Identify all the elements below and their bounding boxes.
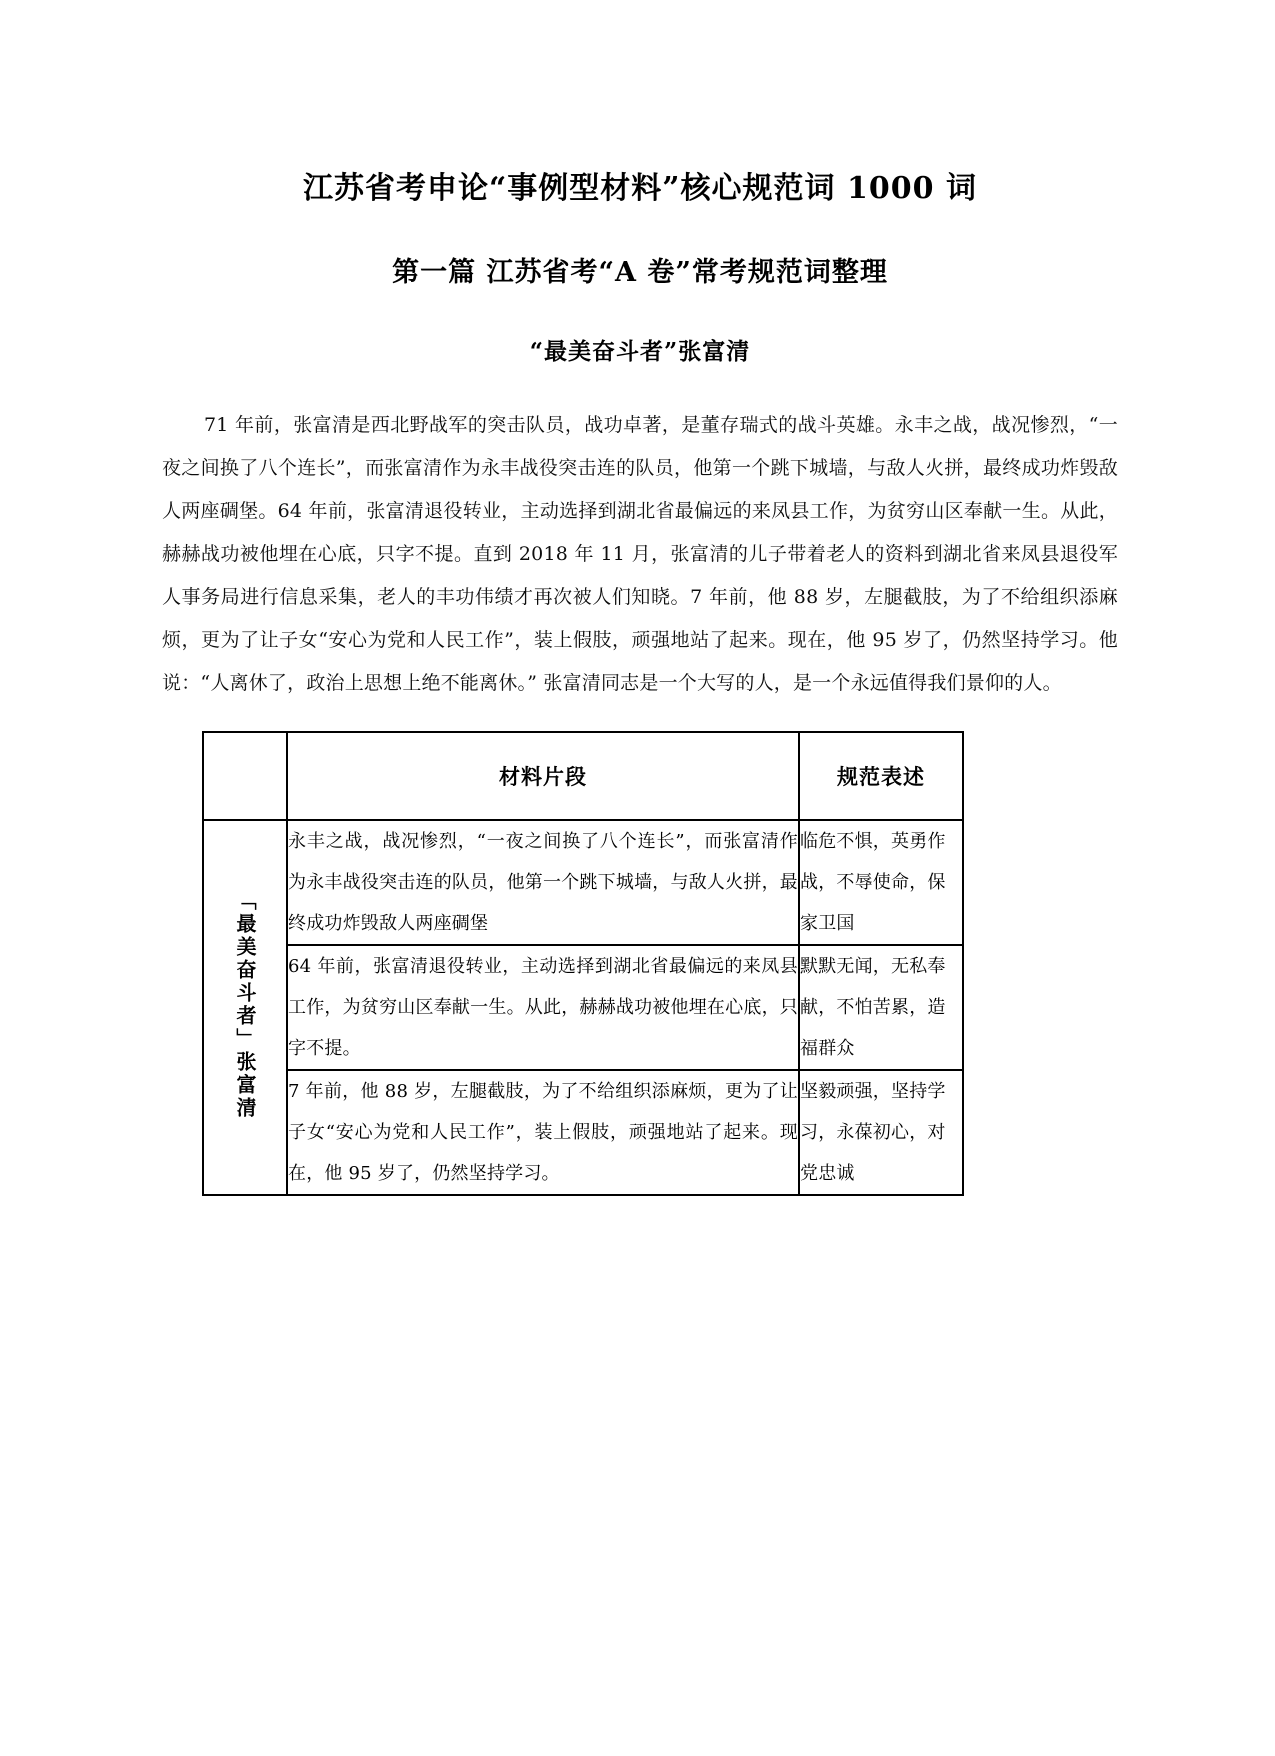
table-container <box>160 705 1120 1196</box>
table-header-row <box>203 732 963 820</box>
cell-material-clip: 7 年前，他 88 岁，左腿截肢，为了不给组织添麻烦，更为了让子女“安心为党和人民工作”，装上假肢，顽强地站了起来。现在，他 95 岁了，仍然坚持学习。 <box>287 1070 799 1195</box>
cell-standard-expression: 坚毅顽强，坚持学习，永葆初心，对党忠诚 <box>799 1070 963 1195</box>
table-row <box>203 945 963 1070</box>
header-blank-cell <box>203 732 287 820</box>
table-row <box>203 820 963 945</box>
normative-words-table <box>202 731 964 1196</box>
cell-material-clip: 永丰之战，战况惨烈，“一夜之间换了八个连长”，而张富清作为永丰战役突击连的队员，他第一个跳下城墙，与敌人火拼，最终成功炸毁敌人两座碉堡 <box>287 820 799 945</box>
header-material-clip: 材料片段 <box>287 732 799 820</box>
document-title: 江苏省考申论“事例型材料”核心规范词 1000 词 <box>303 171 977 206</box>
row-group-label-text: 「最美奋斗者」张富清 <box>233 890 257 1121</box>
cell-standard-expression: 默默无闻，无私奉献，不怕苦累，造福群众 <box>799 945 963 1070</box>
section-heading: “最美奋斗者”张富清 <box>529 337 751 365</box>
row-group-label <box>203 820 287 1195</box>
header-standard-expression: 规范表述 <box>799 732 963 820</box>
cell-standard-expression: 临危不惧，英勇作战，不辱使命，保家卫国 <box>799 820 963 945</box>
page-content <box>160 0 1120 1196</box>
table-row <box>203 1070 963 1195</box>
body-paragraph: 71 年前，张富清是西北野战军的突击队员，战功卓著，是董存瑞式的战斗英雄。永丰之战，战况惨烈，“一夜之间换了八个连长”，而张富清作为永丰战役突击连的队员，他第一个跳下城墙，与敌人火拼，最终成功炸毁敌人两座碉堡。64 年前，张富清退役转业，主动选择到湖北省最偏远的来凤县工作，为贫穷山区奉献一生。从此，赫赫战功被他埋在心底，只字不提。直到 2018 年 11 月，张富清的儿子带着老人的资料到湖北省来凤县退役军人事务局进行信息采集，老人的丰功伟绩才再次被人们知晓。7 年前，他 88 岁，左腿截肢，为了不给组织添麻烦，更为了让子女“安心为党和人民工作”，装上假肢，顽强地站了起来。现在，他 95 岁了，仍然坚持学习。他说：“人离休了，政治上思想上绝不能离休。” 张富清同志是一个大写的人，是一个永远值得我们景仰的人。 <box>162 413 1118 694</box>
document-subtitle: 第一篇 江苏省考“A 卷”常考规范词整理 <box>392 257 888 288</box>
cell-material-clip: 64 年前，张富清退役转业，主动选择到湖北省最偏远的来凤县工作，为贫穷山区奉献一生。从此，赫赫战功被他埋在心底，只字不提。 <box>287 945 799 1070</box>
